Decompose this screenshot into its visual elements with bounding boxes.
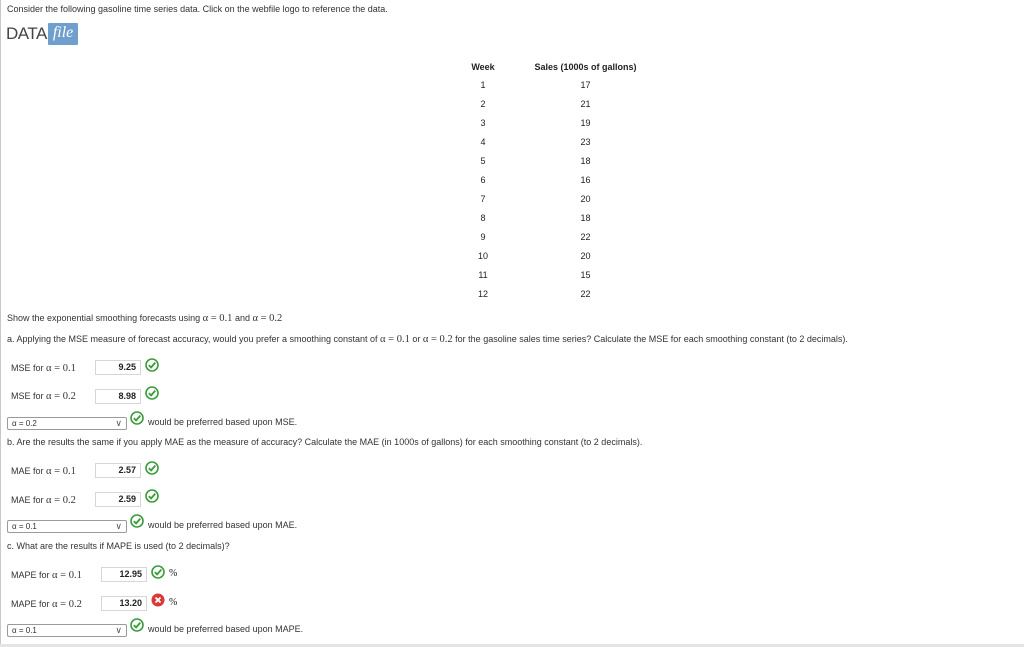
week-cell: 12 bbox=[477, 288, 488, 299]
sales-cell: 21 bbox=[580, 98, 591, 109]
table-row bbox=[458, 246, 663, 265]
table-row bbox=[458, 132, 663, 151]
correct-check-icon bbox=[130, 618, 144, 632]
table-row bbox=[458, 94, 663, 113]
mape2-label bbox=[11, 599, 82, 610]
chevron-down-icon: ∨ bbox=[115, 625, 122, 635]
mae1-alpha: α = 0.1 bbox=[46, 466, 76, 477]
mse2-label-text: MSE for bbox=[11, 391, 47, 401]
webfile-logo[interactable] bbox=[6, 23, 78, 45]
correct-check-icon bbox=[130, 411, 144, 425]
part-a-pre: a. Applying the MSE measure of forecast accuracy, would you prefer a smoothing constant of bbox=[7, 334, 381, 344]
mae-select-value: α = 0.1 bbox=[12, 522, 37, 531]
correct-check-icon bbox=[151, 565, 165, 579]
chevron-down-icon: ∨ bbox=[115, 418, 122, 428]
table-row bbox=[458, 113, 663, 132]
sales-cell: 22 bbox=[580, 288, 591, 299]
show-forecasts-text bbox=[7, 313, 282, 324]
week-cell: 5 bbox=[480, 155, 486, 166]
mape-select-value: α = 0.1 bbox=[12, 626, 37, 635]
part-a-or: or bbox=[409, 334, 423, 344]
table-row bbox=[458, 227, 663, 246]
mae2-alpha: α = 0.2 bbox=[46, 495, 76, 506]
mae2-answer[interactable]: 2.59 bbox=[95, 492, 141, 507]
mape1-label bbox=[11, 570, 82, 581]
table-row bbox=[458, 265, 663, 284]
mse2-answer[interactable]: 8.98 bbox=[95, 389, 141, 404]
mse1-answer[interactable]: 9.25 bbox=[95, 360, 141, 375]
mape1-unit: % bbox=[169, 568, 178, 579]
correct-check-icon bbox=[145, 461, 159, 475]
show-pre: Show the exponential smoothing forecasts using bbox=[7, 313, 203, 323]
sales-cell: 18 bbox=[580, 155, 591, 166]
week-cell: 7 bbox=[480, 193, 486, 204]
correct-check-icon bbox=[145, 358, 159, 372]
table-row bbox=[458, 75, 663, 94]
left-border bbox=[0, 0, 1, 647]
mape1-label-text: MAPE for bbox=[11, 570, 53, 580]
mae1-answer[interactable]: 2.57 bbox=[95, 463, 141, 478]
week-cell: 3 bbox=[480, 117, 486, 128]
mape2-alpha: α = 0.2 bbox=[52, 599, 82, 610]
week-cell: 11 bbox=[478, 269, 488, 280]
week-cell: 4 bbox=[480, 136, 486, 147]
mse2-alpha: α = 0.2 bbox=[46, 391, 76, 402]
mape-preferred-text: would be preferred based upon MAPE. bbox=[148, 624, 304, 634]
sales-cell: 18 bbox=[580, 212, 591, 223]
part-c-question: c. What are the results if MAPE is used (to 2 decimals)? bbox=[7, 541, 230, 551]
mse2-label bbox=[11, 391, 76, 402]
mse1-label-text: MSE for bbox=[11, 363, 47, 373]
part-a-question bbox=[7, 334, 848, 345]
sales-cell: 16 bbox=[580, 174, 591, 185]
mape2-answer[interactable]: 13.20 bbox=[101, 596, 147, 611]
week-cell: 1 bbox=[480, 79, 486, 90]
sales-cell: 20 bbox=[580, 250, 591, 261]
mae1-label bbox=[11, 466, 76, 477]
mae-preferred-text: would be preferred based upon MAE. bbox=[148, 520, 298, 530]
mse-preferred-text: would be preferred based upon MSE. bbox=[148, 417, 298, 427]
sales-cell: 19 bbox=[580, 117, 591, 128]
correct-check-icon bbox=[145, 489, 159, 503]
sales-cell: 22 bbox=[580, 231, 591, 242]
header-week: Week bbox=[471, 62, 495, 72]
header-sales: Sales (1000s of gallons) bbox=[534, 62, 637, 72]
sales-cell: 23 bbox=[580, 136, 591, 147]
show-alpha2: α = 0.2 bbox=[252, 313, 283, 324]
week-cell: 6 bbox=[480, 174, 486, 185]
show-and: and bbox=[232, 313, 253, 323]
table-row bbox=[458, 170, 663, 189]
mae2-label-text: MAE for bbox=[11, 495, 47, 505]
table-row bbox=[458, 284, 663, 303]
table-row bbox=[458, 189, 663, 208]
mae2-label bbox=[11, 495, 76, 506]
mape2-label-text: MAPE for bbox=[11, 599, 53, 609]
logo-file-text: file bbox=[48, 23, 78, 45]
sales-cell: 20 bbox=[580, 193, 591, 204]
week-cell: 2 bbox=[480, 98, 486, 109]
correct-check-icon bbox=[130, 514, 144, 528]
incorrect-x-icon bbox=[151, 593, 165, 607]
mape1-answer[interactable]: 12.95 bbox=[101, 567, 147, 582]
table-row bbox=[458, 151, 663, 170]
part-a-post: for the gasoline sales time series? Calculate the MSE for each smoothing constant (to 2 decimals). bbox=[452, 334, 848, 344]
sales-cell: 15 bbox=[580, 269, 591, 280]
sales-cell: 17 bbox=[580, 79, 591, 90]
week-cell: 10 bbox=[477, 250, 488, 261]
mae1-label-text: MAE for bbox=[11, 466, 47, 476]
mse-preferred-select[interactable] bbox=[7, 417, 127, 430]
part-a-alpha1: α = 0.1 bbox=[380, 334, 410, 345]
part-a-alpha2: α = 0.2 bbox=[422, 334, 453, 345]
show-alpha1: α = 0.1 bbox=[202, 313, 233, 324]
mse1-alpha: α = 0.1 bbox=[46, 363, 76, 374]
mape-preferred-select[interactable] bbox=[7, 624, 127, 637]
week-cell: 9 bbox=[480, 231, 486, 242]
sales-table bbox=[458, 59, 663, 303]
correct-check-icon bbox=[145, 386, 159, 400]
mse-select-value: α = 0.2 bbox=[12, 419, 37, 428]
mse1-label bbox=[11, 363, 76, 374]
table-row bbox=[458, 208, 663, 227]
week-cell: 8 bbox=[480, 212, 486, 223]
mape1-alpha: α = 0.1 bbox=[52, 570, 82, 581]
mae-preferred-select[interactable] bbox=[7, 520, 127, 533]
logo-data-text: DATA bbox=[6, 24, 47, 43]
intro-text: Consider the following gasoline time series data. Click on the webfile logo to reference the data. bbox=[7, 4, 388, 14]
part-b-question: b. Are the results the same if you apply MAE as the measure of accuracy? Calculate the MAE (in 1000s of gallons) for each smoothing constant (to 2 decimals). bbox=[7, 437, 643, 447]
chevron-down-icon: ∨ bbox=[115, 521, 122, 531]
mape2-unit: % bbox=[169, 597, 178, 608]
